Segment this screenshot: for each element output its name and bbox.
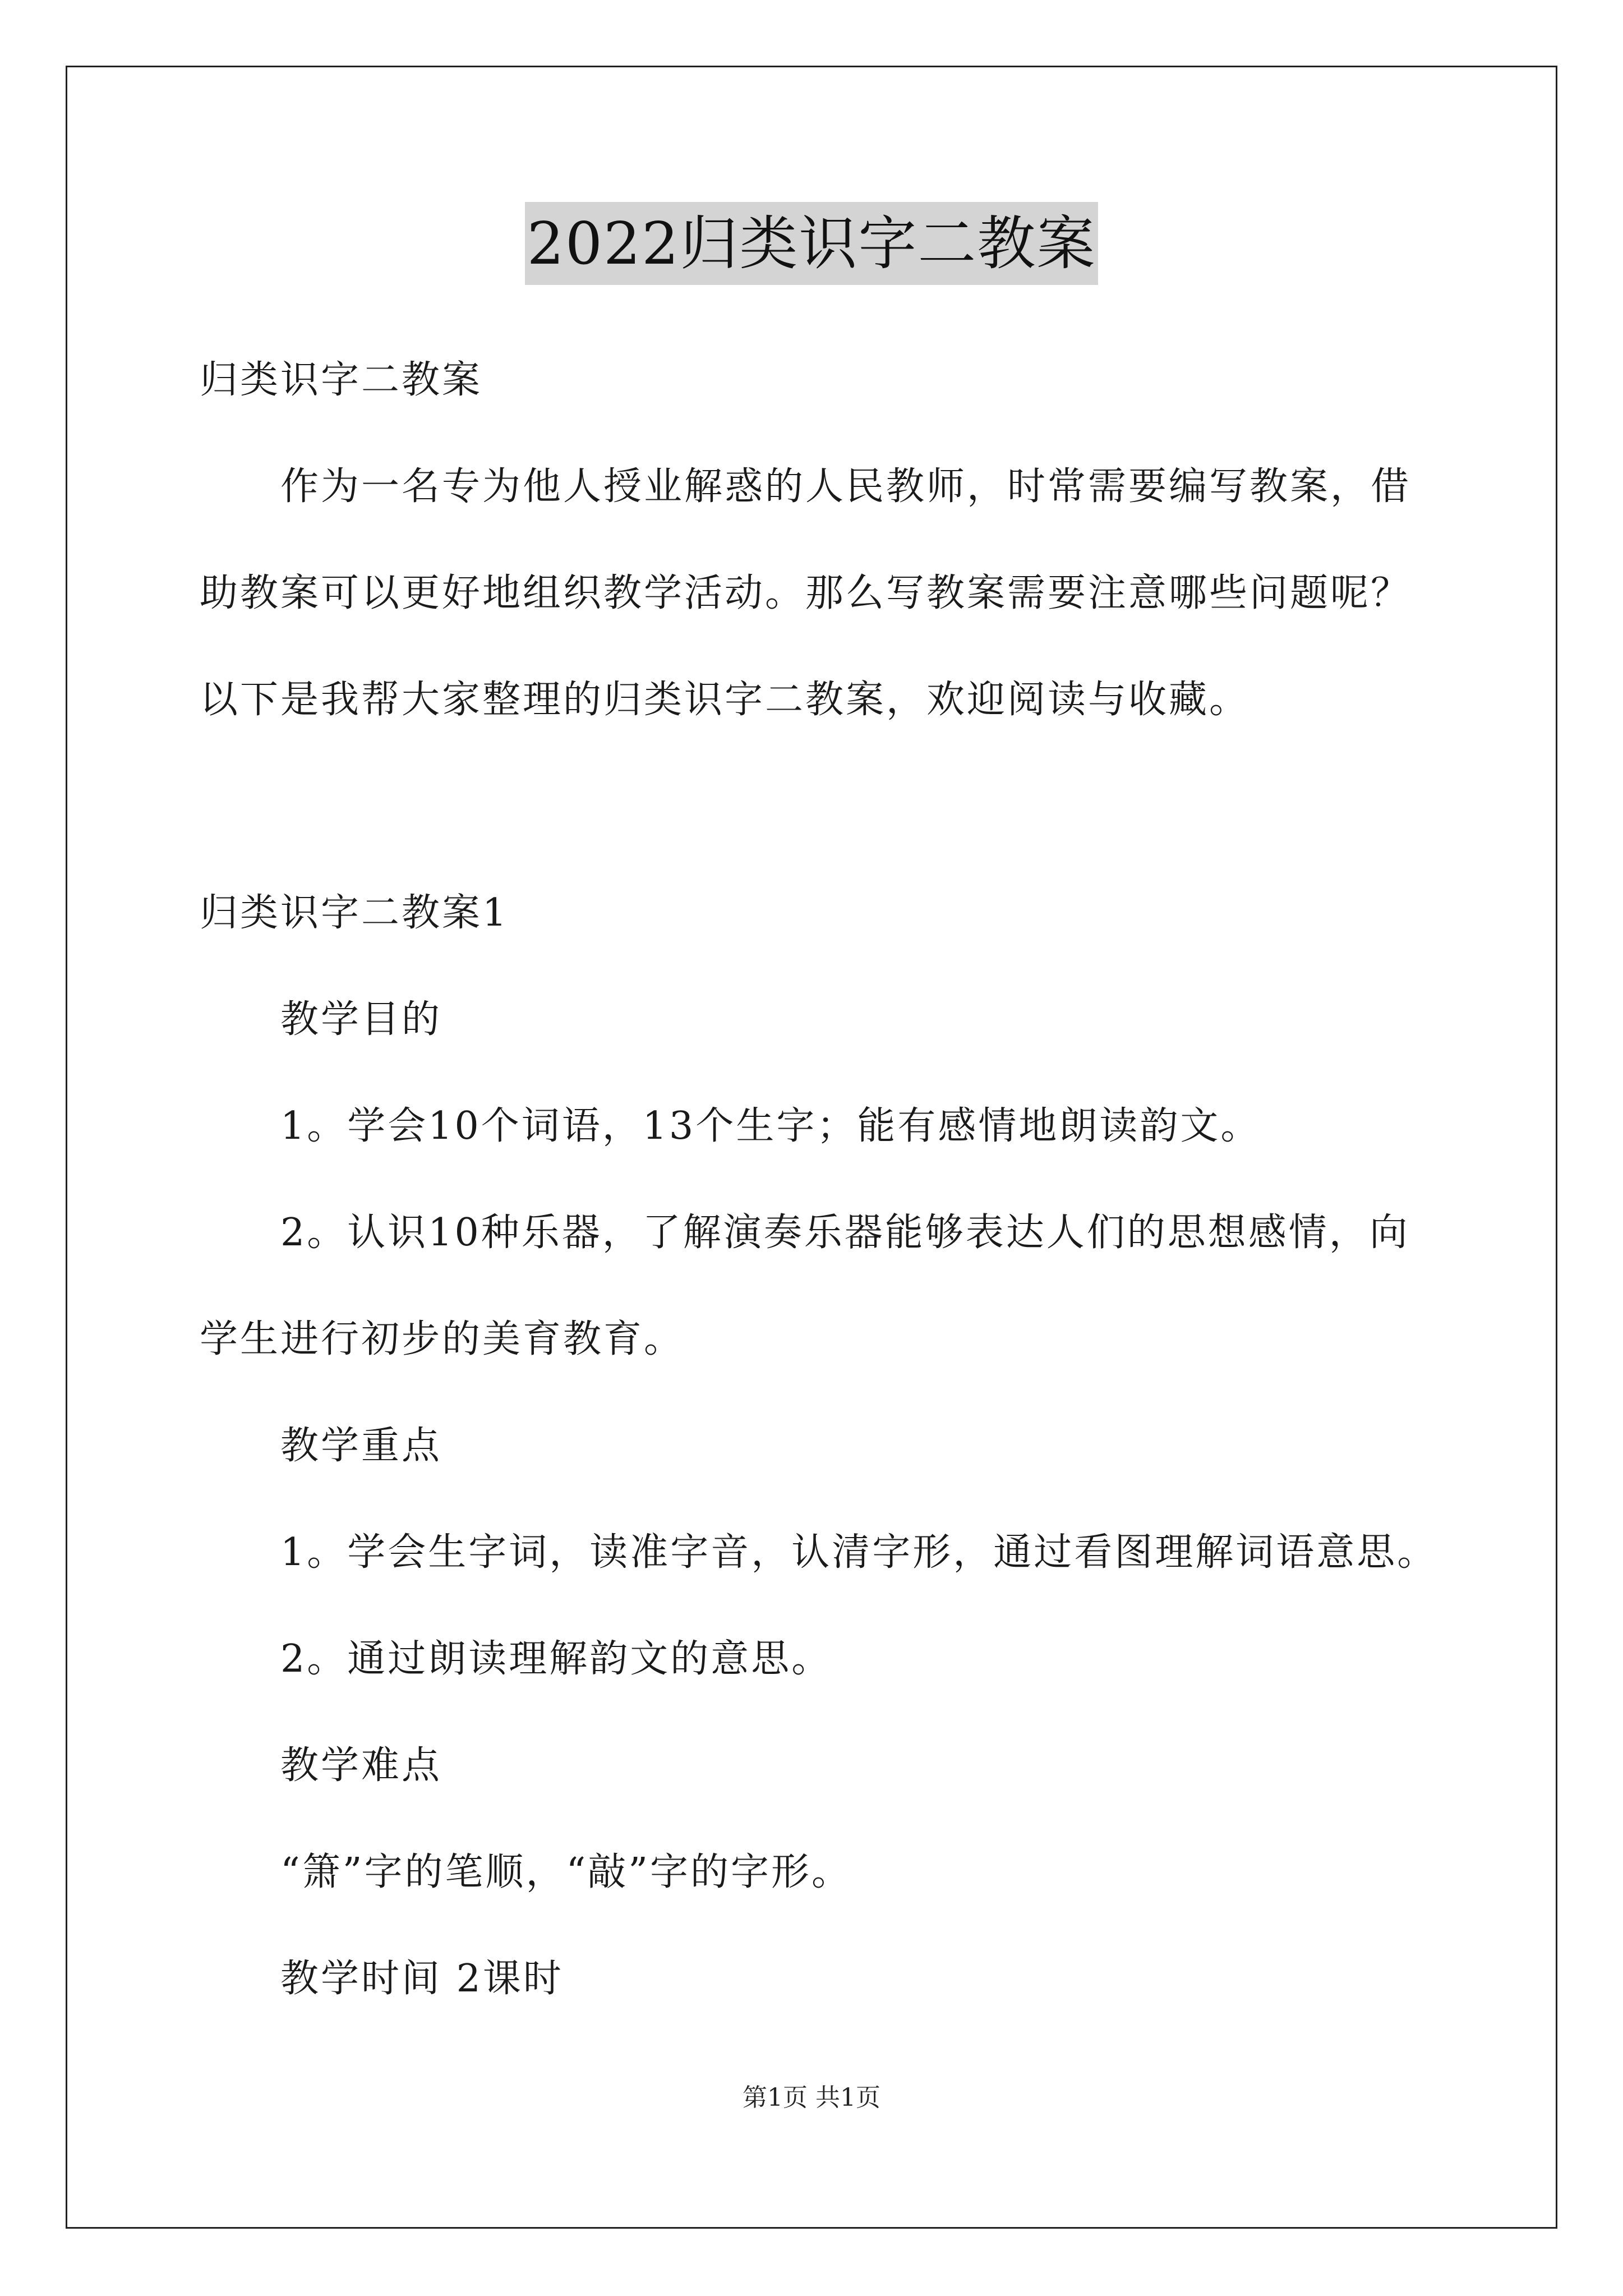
paragraph-line: 助教案可以更好地组织教学活动。那么写教案需要注意哪些问题呢？ bbox=[200, 571, 1412, 615]
subheading-line: 教学目的 bbox=[280, 997, 442, 1042]
paragraph-line: 1。学会生字词，读准字音，认清字形，通过看图理解词语意思。 bbox=[280, 1530, 1438, 1575]
paragraph-line: 作为一名专为他人授业解惑的人民教师，时常需要编写教案，借 bbox=[280, 464, 1412, 509]
paragraph-line: 学生进行初步的美育教育。 bbox=[200, 1317, 685, 1361]
paragraph-line: 教学时间 2课时 bbox=[280, 1957, 564, 2001]
paragraph-line: “箫”字的笔顺，“敲”字的字形。 bbox=[280, 1850, 852, 1894]
paragraph-line: 以下是我帮大家整理的归类识字二教案，欢迎阅读与收藏。 bbox=[200, 678, 1250, 722]
document-title: 2022归类识字二教案 bbox=[525, 202, 1099, 285]
title-container bbox=[0, 202, 1623, 285]
paragraph-line: 2。认识10种乐器，了解演奏乐器能够表达人们的思想感情，向 bbox=[280, 1211, 1410, 1255]
subtitle-line: 归类识字二教案 bbox=[200, 358, 483, 402]
paragraph-line: 1。学会10个词语，13个生字；能有感情地朗读韵文。 bbox=[280, 1104, 1261, 1148]
section-heading: 归类识字二教案1 bbox=[200, 891, 509, 935]
page-footer: 第1页 共1页 bbox=[743, 2083, 880, 2112]
paragraph-line: 2。通过朗读理解韵文的意思。 bbox=[280, 1637, 832, 1681]
subheading-line: 教学重点 bbox=[280, 1424, 442, 1468]
subheading-line: 教学难点 bbox=[280, 1743, 442, 1788]
